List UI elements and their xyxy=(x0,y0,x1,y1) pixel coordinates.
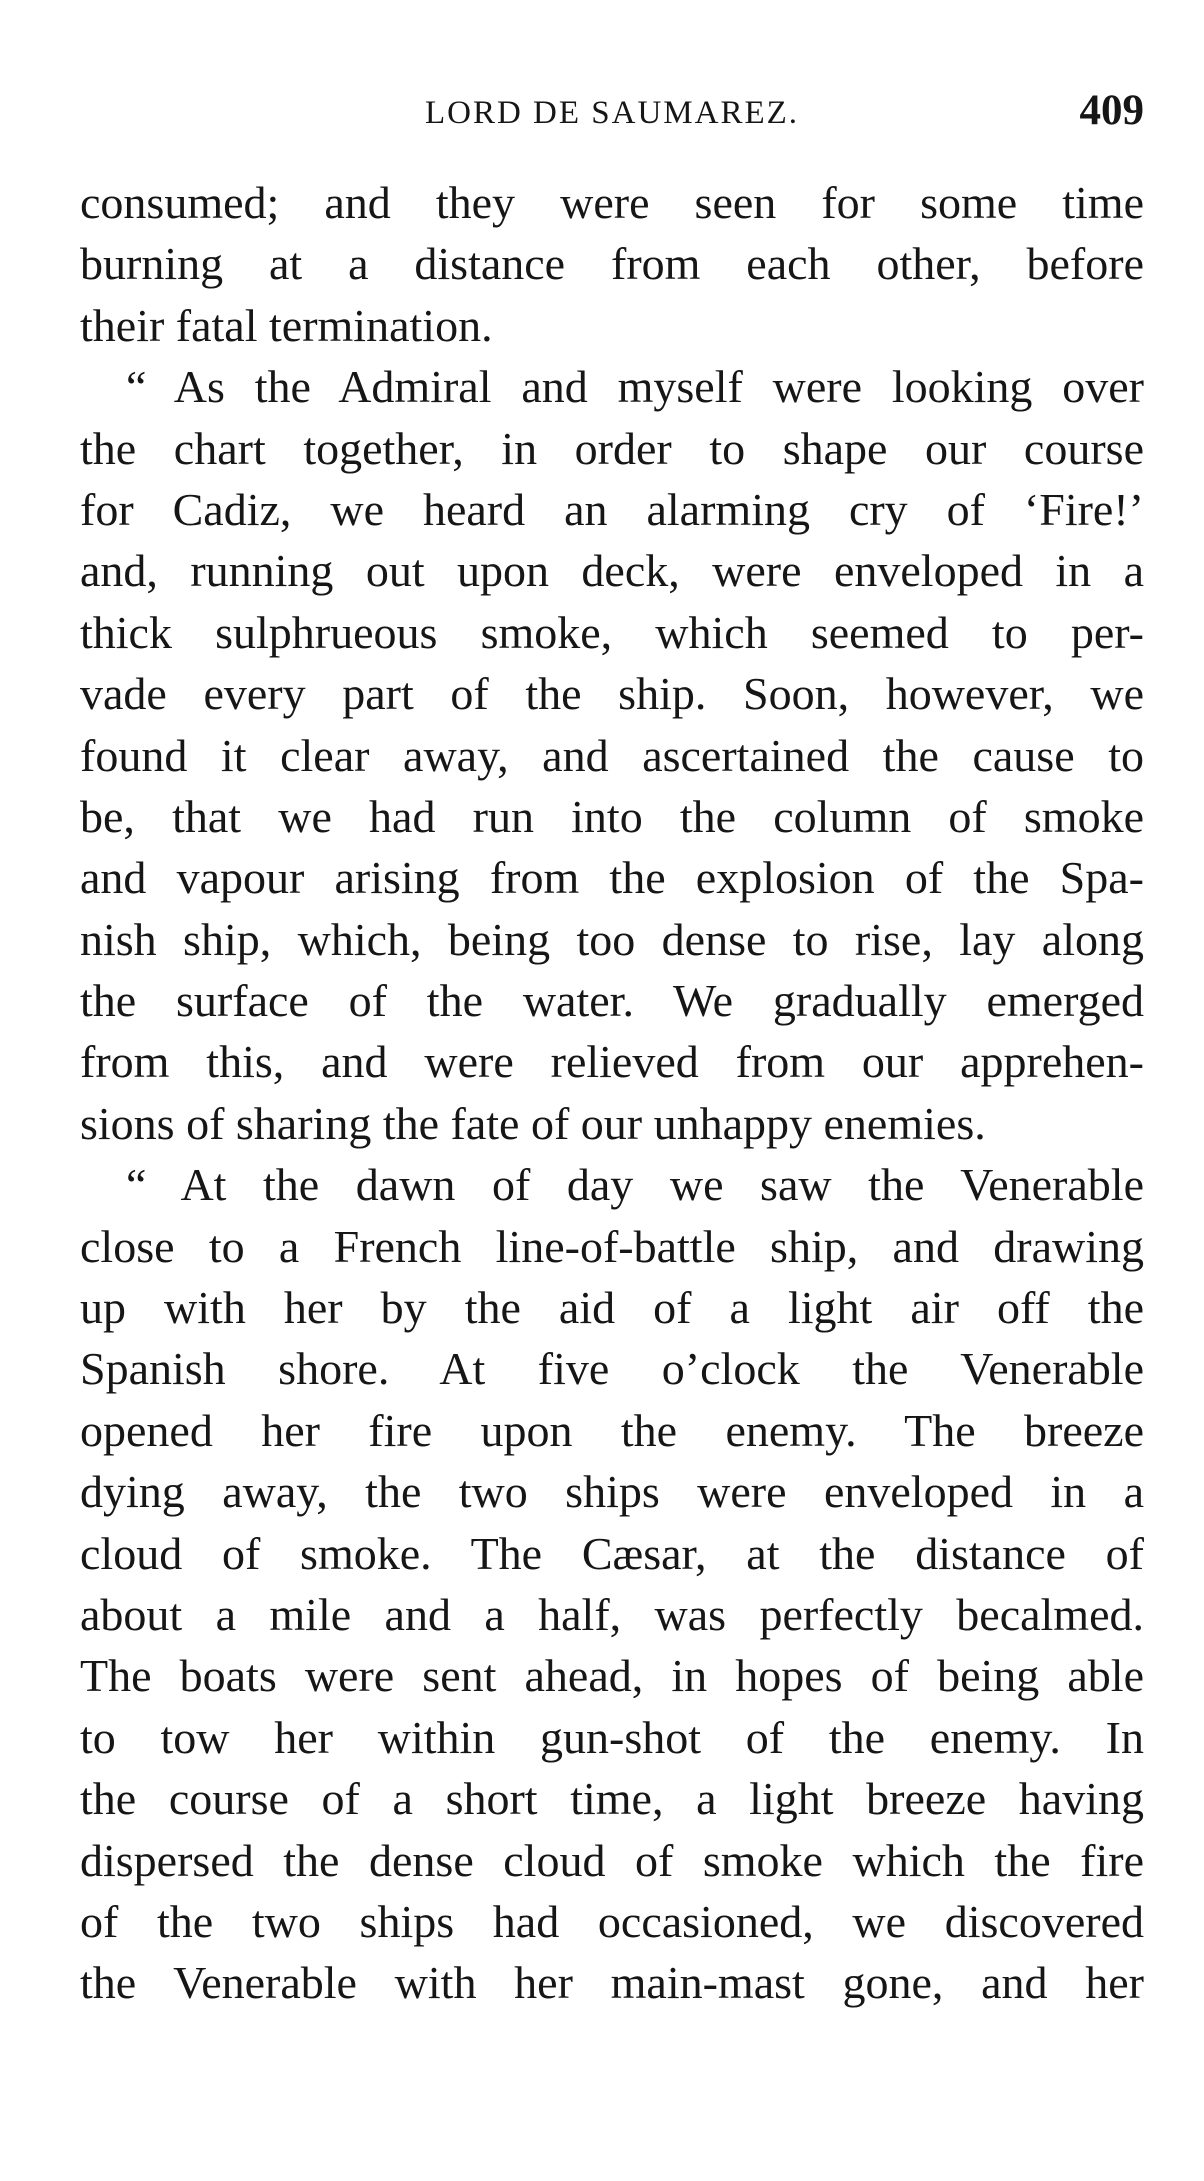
text-line: from this, and were relieved from our apprehen- xyxy=(80,1036,1144,1088)
text-line: the Venerable with her main-mast gone, and her xyxy=(80,1957,1144,2009)
body-text xyxy=(80,172,1144,2014)
text-line: to tow her within gun-shot of the enemy. In xyxy=(80,1711,1144,1763)
text-line: for Cadiz, we heard an alarming cry of ‘Fire!’ xyxy=(80,483,1144,535)
text-line: sions of sharing the fate of our unhappy enemies. xyxy=(80,1097,986,1149)
text-line: about a mile and a half, was perfectly becalmed. xyxy=(80,1588,1144,1640)
text-line: opened her fire upon the enemy. The breeze xyxy=(80,1404,1144,1456)
text-line: the surface of the water. We gradually emerged xyxy=(80,975,1144,1027)
text-line: dying away, the two ships were enveloped in a xyxy=(80,1466,1144,1518)
text-line: Spanish shore. At five o’clock the Venerable xyxy=(80,1343,1144,1395)
text-line: be, that we had run into the column of smoke xyxy=(80,790,1144,842)
text-line: the chart together, in order to shape our course xyxy=(80,422,1144,474)
text-line: cloud of smoke. The Cæsar, at the distance of xyxy=(80,1527,1144,1579)
text-line: nish ship, which, being too dense to rise, lay along xyxy=(80,913,1144,965)
text-line: vade every part of the ship. Soon, however, we xyxy=(80,668,1144,720)
page-number: 409 xyxy=(1079,87,1144,134)
text-line: thick sulphrueous smoke, which seemed to per- xyxy=(80,606,1144,658)
text-line: of the two ships had occasioned, we discovered xyxy=(80,1895,1144,1947)
page-header xyxy=(80,88,1144,138)
text-line: The boats were sent ahead, in hopes of being able xyxy=(80,1650,1144,1702)
text-line: burning at a distance from each other, before xyxy=(80,238,1144,290)
text-line: “ At the dawn of day we saw the Venerable xyxy=(126,1159,1144,1211)
text-line: close to a French line-of-battle ship, and drawing xyxy=(80,1220,1144,1272)
running-head: LORD DE SAUMAREZ. xyxy=(424,95,800,131)
text-line: found it clear away, and ascertained the cause to xyxy=(80,729,1144,781)
text-line: “ As the Admiral and myself were looking over xyxy=(126,361,1144,413)
text-line: the course of a short time, a light breeze having xyxy=(80,1773,1144,1825)
text-line: and vapour arising from the explosion of the Spa- xyxy=(80,852,1144,904)
text-line: consumed; and they were seen for some time xyxy=(80,177,1144,228)
text-line: their fatal termination. xyxy=(80,299,493,351)
text-line: and, running out upon deck, were enveloped in a xyxy=(80,545,1144,597)
text-line: dispersed the dense cloud of smoke which the fire xyxy=(80,1834,1144,1886)
text-line: up with her by the aid of a light air off the xyxy=(80,1282,1144,1334)
